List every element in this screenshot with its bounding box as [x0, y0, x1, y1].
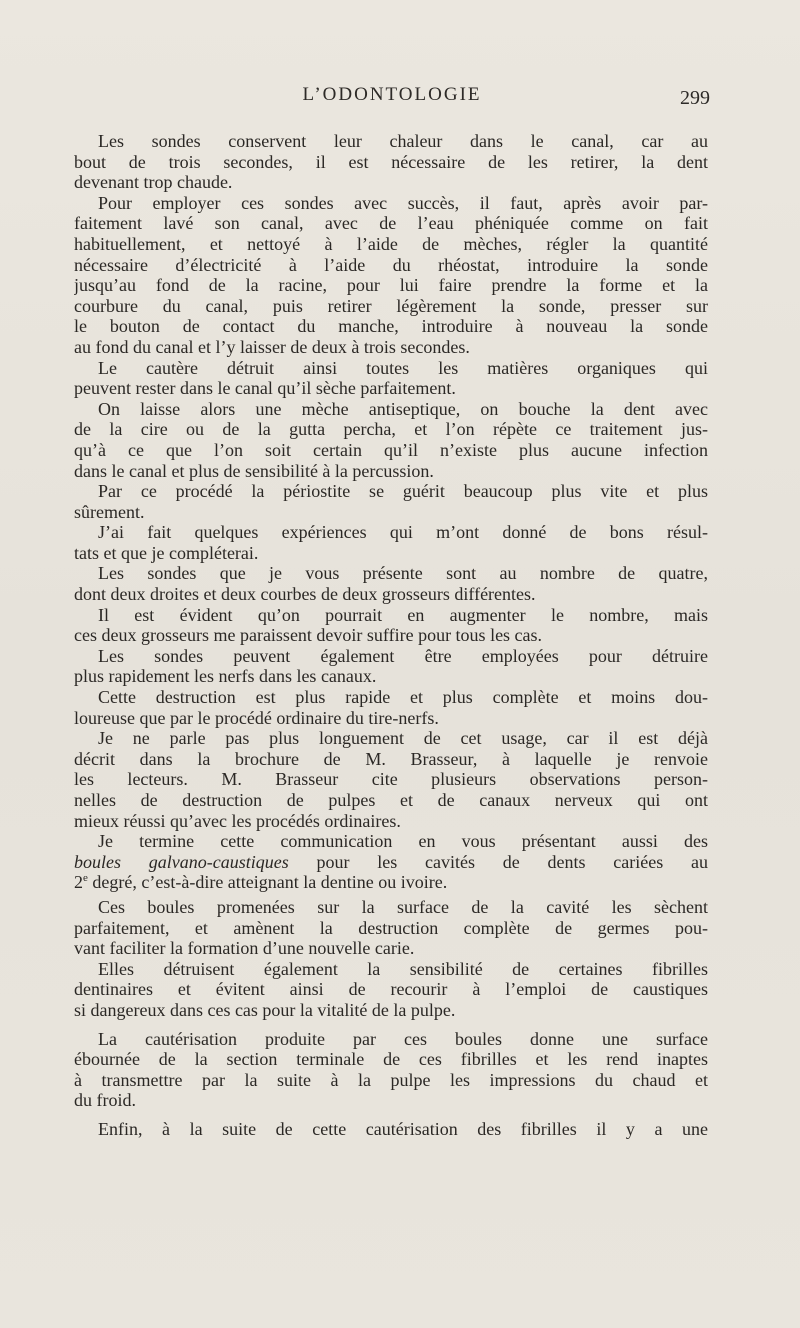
- paragraph: [74, 1119, 708, 1140]
- text-line: tats et que je compléterai.: [74, 542, 259, 563]
- paragraph: [74, 358, 708, 399]
- text-line: nelles de destruction de pulpes et de canaux nerveux qui ont: [74, 790, 708, 810]
- text-line: [74, 872, 708, 893]
- text-line: qu’à ce que l’on soit certain qu’il n’existe plus aucune infection: [74, 439, 708, 460]
- text-line: du froid.: [74, 1090, 136, 1111]
- text-line: ces deux grosseurs me paraissent devoir suffire pour tous les cas.: [74, 625, 543, 646]
- paragraph: [74, 481, 708, 522]
- paragraph: [74, 193, 708, 358]
- body-text: [74, 131, 708, 1140]
- text-line: Le cautère détruit ainsi toutes les matières organiques qui: [98, 357, 708, 378]
- text-line: Les sondes peuvent également être employées pour détruire: [98, 645, 708, 666]
- text-line: courbure du canal, puis retirer légèrement la sonde, presser sur: [74, 295, 708, 316]
- paragraph: [74, 687, 708, 728]
- paragraph: [74, 563, 708, 604]
- italic-term: boules galvano-caustiques: [74, 851, 289, 872]
- text-line: parfaitement, et amènent la destruction complète de germes pou-: [74, 917, 708, 938]
- text-line: Les sondes que je vous présente sont au nombre de quatre,: [98, 563, 708, 584]
- paragraph: [74, 522, 708, 563]
- superscript: e: [83, 872, 88, 885]
- text-line: le bouton de contact du manche, introduire à nouveau la sonde: [74, 316, 708, 337]
- text-line: sûrement.: [74, 501, 145, 522]
- text-line: Je ne parle pas plus longuement de cet usage, car il est déjà: [98, 728, 708, 749]
- paragraph: [74, 728, 708, 831]
- text-line: de la cire ou de la gutta percha, et l’on répète ce traitement jus-: [74, 419, 708, 440]
- text-line: Il est évident qu’on pourrait en augmenter le nombre, mais: [98, 604, 708, 625]
- text-line: à transmettre par la suite à la pulpe les impressions du chaud et: [74, 1069, 708, 1090]
- text-fragment: pour les cavités de dents cariées au: [288, 851, 708, 872]
- running-head: [74, 84, 710, 114]
- text-line: Les sondes conservent leur chaleur dans le canal, car au: [98, 131, 708, 151]
- text-line: Je termine cette communication en vous présentant aussi des: [98, 831, 708, 852]
- running-title: L’ODONTOLOGIE: [302, 84, 482, 105]
- text-line: dont deux droites et deux courbes de deux grosseurs différentes.: [74, 584, 536, 605]
- text-line: dans le canal et plus de sensibilité à la percussion.: [74, 460, 434, 481]
- text-line: [74, 852, 708, 873]
- paragraph: [74, 399, 708, 481]
- text-line: loureuse que par le procédé ordinaire du tire-nerfs.: [74, 707, 439, 728]
- text-fragment: degré, c’est-à-dire atteignant la dentine ou ivoire.: [87, 872, 448, 893]
- text-line: ébournée de la section terminale de ces fibrilles et les rend inaptes: [74, 1049, 708, 1070]
- text-line: devenant trop chaude.: [74, 172, 233, 193]
- text-line: mieux réussi qu’avec les procédés ordinaires.: [74, 810, 401, 831]
- text-line: les lecteurs. M. Brasseur cite plusieurs observations person-: [74, 769, 708, 790]
- text-line: décrit dans la brochure de M. Brasseur, à laquelle je renvoie: [74, 748, 708, 769]
- text-line: Elles détruisent également la sensibilité de certaines fibrilles: [98, 958, 708, 979]
- text-line: nécessaire d’électricité à l’aide du rhéostat, introduire la sonde: [74, 254, 708, 275]
- text-line: faitement lavé son canal, avec de l’eau phéniquée comme on fait: [74, 213, 708, 234]
- paragraph: [74, 605, 708, 646]
- paragraph: [74, 131, 708, 193]
- text-line: dentinaires et évitent ainsi de recourir à l’emploi de caustiques: [74, 979, 708, 1000]
- text-line: La cautérisation produite par ces boules donne une surface: [98, 1028, 708, 1049]
- paragraph: [74, 1029, 708, 1111]
- text-line: J’ai fait quelques expériences qui m’ont donné de bons résul-: [98, 522, 708, 543]
- text-fragment: 2: [74, 872, 83, 893]
- text-line: On laisse alors une mèche antiseptique, on bouche la dent avec: [98, 398, 708, 419]
- text-line: Par ce procédé la périostite se guérit beaucoup plus vite et plus: [98, 481, 708, 502]
- text-line: plus rapidement les nerfs dans les canaux.: [74, 666, 377, 687]
- text-line: peuvent rester dans le canal qu’il sèche parfaitement.: [74, 378, 456, 399]
- text-line: vant faciliter la formation d’une nouvelle carie.: [74, 938, 415, 959]
- paragraph: [74, 646, 708, 687]
- text-line: Cette destruction est plus rapide et plus complète et moins dou-: [98, 687, 708, 708]
- text-line: habituellement, et nettoyé à l’aide de mèches, régler la quantité: [74, 233, 708, 254]
- text-line: bout de trois secondes, il est nécessaire de les retirer, la dent: [74, 151, 708, 172]
- paragraph: [74, 959, 708, 1021]
- paragraph: [74, 831, 708, 893]
- page-number: 299: [680, 87, 710, 109]
- paragraph: [74, 897, 708, 959]
- text-line: Ces boules promenées sur la surface de la cavité les sèchent: [98, 896, 708, 917]
- text-line: Enfin, à la suite de cette cautérisation des fibrilles il y a une: [98, 1118, 708, 1139]
- text-line: jusqu’au fond de la racine, pour lui faire prendre la forme et la: [74, 275, 708, 296]
- text-line: Pour employer ces sondes avec succès, il faut, après avoir par-: [98, 192, 708, 213]
- text-line: au fond du canal et l’y laisser de deux à trois secondes.: [74, 336, 470, 357]
- text-line: si dangereux dans ces cas pour la vitalité de la pulpe.: [74, 999, 456, 1020]
